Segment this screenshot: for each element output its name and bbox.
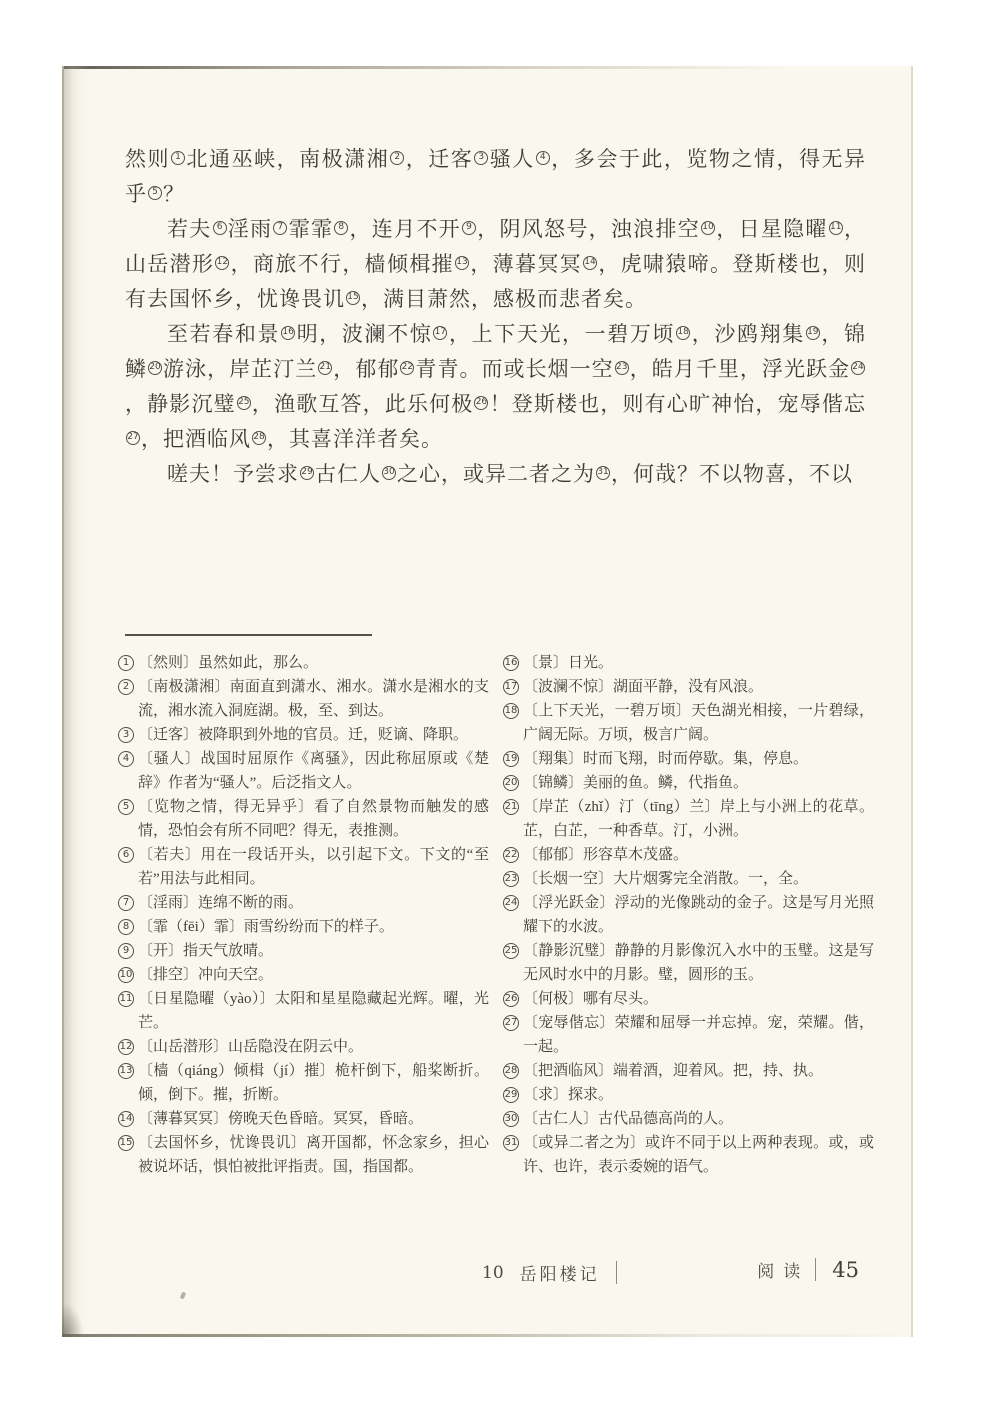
footer-divider — [815, 1258, 816, 1281]
footnote-number: 24 — [503, 895, 519, 911]
footnote-text: 〔浮光跃金〕浮动的光像跳动的金子。这是写月光照耀下的水波。 — [523, 895, 874, 935]
text-run: ，阴风怒号，浊浪排空 — [476, 217, 701, 241]
footnote-item — [118, 1059, 489, 1107]
footnote-number: 20 — [503, 775, 519, 791]
footnote-number: 6 — [118, 847, 134, 863]
annotation-marker: 19 — [806, 326, 820, 340]
annotation-marker: 20 — [148, 361, 162, 375]
footnote-text: 〔薄暮冥冥〕傍晚天色昏暗。冥冥，昏暗。 — [138, 1111, 424, 1127]
annotation-marker: 9 — [462, 221, 476, 235]
footnote-item — [118, 747, 489, 795]
footnote-number: 25 — [503, 943, 519, 959]
footnote-item — [118, 723, 489, 747]
footnote-item — [118, 651, 489, 675]
scan-corner-blotch — [62, 1303, 84, 1337]
footnote-item — [503, 1011, 874, 1059]
footnote-item — [118, 795, 489, 843]
text-run: 游泳，岸芷汀兰 — [163, 357, 318, 381]
footnote-text: 〔把酒临风〕端着酒，迎着风。把，持、执。 — [523, 1063, 824, 1079]
footnotes-right-column — [503, 651, 874, 1179]
text-run: 明，波澜不惊 — [296, 322, 433, 346]
page-edge-right — [911, 66, 913, 1337]
text-run: 嗟夫！予尝求 — [167, 462, 299, 486]
annotation-marker: 25 — [237, 396, 251, 410]
footnote-number: 16 — [503, 655, 519, 671]
footnote-item — [503, 843, 874, 867]
footnote-item — [118, 987, 489, 1035]
page-edge-bottom — [62, 1334, 913, 1337]
annotation-marker: 5 — [148, 186, 162, 200]
footnote-item — [118, 1131, 489, 1179]
footnote-text: 〔宠辱偕忘〕荣耀和屈辱一并忘掉。宠，荣耀。偕，一起。 — [523, 1015, 874, 1055]
footnote-number: 30 — [503, 1111, 519, 1127]
text-run: 然则 — [125, 147, 171, 171]
footnote-item — [503, 795, 874, 843]
footnote-text: 〔骚人〕战国时屈原作《离骚》，因此称屈原或《楚辞》作者为“骚人”。后泛指文人。 — [138, 751, 489, 791]
footnote-number: 8 — [118, 919, 134, 935]
footnote-number: 10 — [118, 967, 134, 983]
footer-page-number: 45 — [832, 1257, 859, 1282]
annotation-marker: 3 — [474, 151, 488, 165]
annotation-marker: 31 — [596, 466, 610, 480]
footer-section-label: 阅读 — [757, 1262, 810, 1281]
footer-lesson-title: 岳阳楼记 — [519, 1265, 600, 1284]
footnote-number: 21 — [503, 799, 519, 815]
footnote-text: 〔何极〕哪有尽头。 — [523, 991, 659, 1007]
annotation-marker: 12 — [215, 256, 229, 270]
text-run: 古仁人 — [315, 462, 381, 486]
footnote-item — [503, 699, 874, 747]
paragraph — [125, 142, 866, 212]
footnote-number: 23 — [503, 871, 519, 887]
annotation-marker: 7 — [273, 221, 287, 235]
text-run: 青青。而或长烟一空 — [415, 357, 614, 381]
annotation-marker: 22 — [400, 361, 414, 375]
paragraph — [125, 317, 866, 457]
footnote-text: 〔樯（qiáng）倾楫（jí）摧〕桅杆倒下，船桨断折。倾，倒下。摧，折断。 — [138, 1063, 489, 1103]
footnote-text: 〔霏（fēi）霏〕雨雪纷纷而下的样子。 — [138, 919, 394, 935]
footnote-text: 〔郁郁〕形容草木茂盛。 — [523, 847, 689, 863]
text-run: ，迁客 — [405, 147, 474, 171]
footer-divider — [616, 1261, 617, 1284]
text-run: ，把酒临风 — [141, 427, 251, 451]
paragraph — [125, 212, 866, 317]
annotation-marker: 18 — [676, 326, 690, 340]
footnote-text: 〔山岳潜形〕山岳隐没在阴云中。 — [138, 1039, 364, 1055]
footnote-number: 17 — [503, 679, 519, 695]
annotation-marker: 16 — [281, 326, 295, 340]
text-run: ，渔歌互答，此乐何极 — [251, 392, 474, 416]
footnote-item — [503, 747, 874, 771]
footnotes-left-column — [118, 651, 489, 1179]
annotation-marker: 6 — [213, 221, 227, 235]
text-run: 至若春和景 — [167, 322, 281, 346]
text-run: ，日星隐曜 — [716, 217, 828, 241]
footnote-number: 31 — [503, 1135, 519, 1151]
footnote-number: 5 — [118, 799, 134, 815]
text-run: 霏霏 — [288, 217, 334, 241]
footnote-number: 2 — [118, 679, 134, 695]
footnote-item — [503, 1107, 874, 1131]
footnote-number: 11 — [118, 991, 134, 1007]
text-run: ，静影沉璧 — [125, 392, 236, 416]
footnote-text: 〔淫雨〕连绵不断的雨。 — [138, 895, 304, 911]
text-run: ？ — [163, 182, 185, 206]
footnote-item — [503, 987, 874, 1011]
footnote-text: 〔去国怀乡，忧谗畏讥〕离开国都，怀念家乡，担心被说坏话，惧怕被批评指责。国，指国都。 — [138, 1135, 489, 1175]
footnote-text: 〔上下天光，一碧万顷〕天色湖光相接，一片碧绿，广阔无际。万顷，极言广阔。 — [523, 703, 874, 743]
text-run: 北通巫峡，南极潇湘 — [186, 147, 390, 171]
footnote-number: 26 — [503, 991, 519, 1007]
footnote-number: 12 — [118, 1039, 134, 1055]
footnote-item — [118, 1035, 489, 1059]
footnote-number: 28 — [503, 1063, 519, 1079]
footnote-item — [503, 1059, 874, 1083]
footnote-text: 〔迁客〕被降职到外地的官员。迁，贬谪、降职。 — [138, 727, 469, 743]
footnote-item — [118, 891, 489, 915]
footnote-number: 7 — [118, 895, 134, 911]
footnote-text: 〔岸芷（zhǐ）汀（tīng）兰〕岸上与小洲上的花草。芷，白芷，一种香草。汀，小洲。 — [523, 799, 874, 839]
footnote-item — [118, 1107, 489, 1131]
footnote-item — [503, 771, 874, 795]
footnote-text: 〔然则〕虽然如此，那么。 — [138, 655, 319, 671]
footnote-item — [118, 675, 489, 723]
page-edge-top — [62, 66, 913, 69]
annotation-marker: 15 — [346, 291, 360, 305]
footnote-text: 〔开〕指天气放晴。 — [138, 943, 274, 959]
footnote-text: 〔翔集〕时而飞翔，时而停歇。集，停息。 — [523, 751, 809, 767]
annotation-marker: 21 — [318, 361, 332, 375]
textbook-page — [62, 66, 913, 1337]
footer-lesson-number: 10 — [482, 1262, 504, 1283]
scan-speck — [180, 1291, 187, 1299]
text-run: ，其喜洋洋者矣。 — [267, 427, 443, 451]
footer-lesson — [482, 1260, 617, 1285]
text-run: ，多会于此，览物之情，得无异乎 — [125, 147, 867, 206]
annotation-marker: 30 — [382, 466, 396, 480]
footnote-text: 〔南极潇湘〕南面直到潇水、湘水。潇水是湘水的支流，湘水流入洞庭湖。极，至、到达。 — [138, 679, 489, 719]
footnote-item — [118, 939, 489, 963]
footer-section — [757, 1257, 859, 1282]
footnote-number: 15 — [118, 1135, 134, 1151]
footnote-text: 〔求〕探求。 — [523, 1087, 614, 1103]
text-run: ，连月不开 — [349, 217, 461, 241]
footnote-text: 〔览物之情，得无异乎〕看了自然景物而触发的感情，恐怕会有所不同吧？得无，表推测。 — [138, 799, 489, 839]
text-run: 骚人 — [489, 147, 535, 171]
annotation-marker: 2 — [390, 151, 404, 165]
footnote-text: 〔静影沉璧〕静静的月影像沉入水中的玉璧。这是写无风时水中的月影。璧，圆形的玉。 — [523, 943, 874, 983]
footnote-number: 13 — [118, 1063, 134, 1079]
text-run: ，锦鳞 — [125, 322, 867, 381]
footnote-number: 9 — [118, 943, 134, 959]
footnote-item — [503, 891, 874, 939]
text-run: ，沙鸥翔集 — [691, 322, 805, 346]
annotation-marker: 29 — [300, 466, 314, 480]
footnote-text: 〔锦鳞〕美丽的鱼。鳞，代指鱼。 — [523, 775, 749, 791]
text-run: ，上下天光，一碧万顷 — [448, 322, 676, 346]
text-run: ，皓月千里，浮光跃金 — [629, 357, 851, 381]
footnote-item — [118, 843, 489, 891]
text-run: ！登斯楼也，则有心旷神怡，宠辱偕忘 — [489, 392, 867, 416]
annotation-marker: 27 — [126, 431, 140, 445]
annotation-marker: 4 — [536, 151, 550, 165]
footnote-item — [503, 651, 874, 675]
footnote-number: 27 — [503, 1015, 519, 1031]
footnote-text: 〔波澜不惊〕湖面平静，没有风浪。 — [523, 679, 764, 695]
annotation-marker: 1 — [171, 151, 185, 165]
footnote-number: 4 — [118, 751, 134, 767]
footnote-number: 29 — [503, 1087, 519, 1103]
footnote-text: 〔长烟一空〕大片烟雾完全消散。一，全。 — [523, 871, 809, 887]
footnote-text: 〔景〕日光。 — [523, 655, 614, 671]
annotation-marker: 10 — [701, 221, 715, 235]
footnote-item — [503, 1083, 874, 1107]
annotation-marker: 14 — [583, 256, 597, 270]
footnote-text: 〔或异二者之为〕或许不同于以上两种表现。或，或许、也许，表示委婉的语气。 — [523, 1135, 874, 1175]
annotation-marker: 13 — [455, 256, 469, 270]
text-run: ，满目萧然，感极而悲者矣。 — [361, 287, 647, 311]
footnote-text: 〔古仁人〕古代品德高尚的人。 — [523, 1111, 734, 1127]
text-run: ，薄暮冥冥 — [470, 252, 583, 276]
footnote-number: 14 — [118, 1111, 134, 1127]
annotation-marker: 17 — [433, 326, 447, 340]
text-run: ，虎啸猿啼。登斯楼也，则有去国怀乡，忧谗畏讥 — [125, 252, 867, 311]
text-run: ，山岳潜形 — [125, 217, 866, 276]
footnote-item — [118, 915, 489, 939]
text-run: ，商旅不行，樯倾楫摧 — [230, 252, 455, 276]
text-run: 之心，或异二者之为 — [397, 462, 595, 486]
page-edge-left — [62, 66, 88, 1337]
footnote-item — [503, 1131, 874, 1179]
footnote-text: 〔若夫〕用在一段话开头，以引起下文。下文的“至若”用法与此相同。 — [138, 847, 489, 887]
annotation-marker: 26 — [474, 396, 488, 410]
annotation-marker: 28 — [252, 431, 266, 445]
footnote-item — [503, 675, 874, 699]
footnote-text: 〔排空〕冲向天空。 — [138, 967, 274, 983]
footnote-number: 19 — [503, 751, 519, 767]
footnote-item — [503, 867, 874, 891]
footnote-text: 〔日星隐曜（yào）〕太阳和星星隐藏起光辉。曜，光芒。 — [138, 991, 489, 1031]
footnote-item — [118, 963, 489, 987]
annotation-marker: 24 — [851, 361, 865, 375]
text-run: 若夫 — [167, 217, 212, 241]
footnote-columns — [118, 651, 875, 1179]
footnote-area — [118, 626, 875, 1179]
footnote-number: 1 — [118, 655, 134, 671]
annotation-marker: 8 — [334, 221, 348, 235]
footnote-number: 22 — [503, 847, 519, 863]
annotation-marker: 23 — [615, 361, 629, 375]
text-run: 淫雨 — [227, 217, 273, 241]
footnote-number: 18 — [503, 703, 519, 719]
text-run: ，郁郁 — [333, 357, 400, 381]
text-run: ，何哉？不以物喜，不以 — [611, 462, 853, 486]
main-text — [125, 142, 866, 492]
footnote-number: 3 — [118, 727, 134, 743]
paragraph — [125, 457, 866, 492]
annotation-marker: 11 — [829, 221, 843, 235]
footnote-rule — [125, 634, 372, 636]
footnote-item — [503, 939, 874, 987]
